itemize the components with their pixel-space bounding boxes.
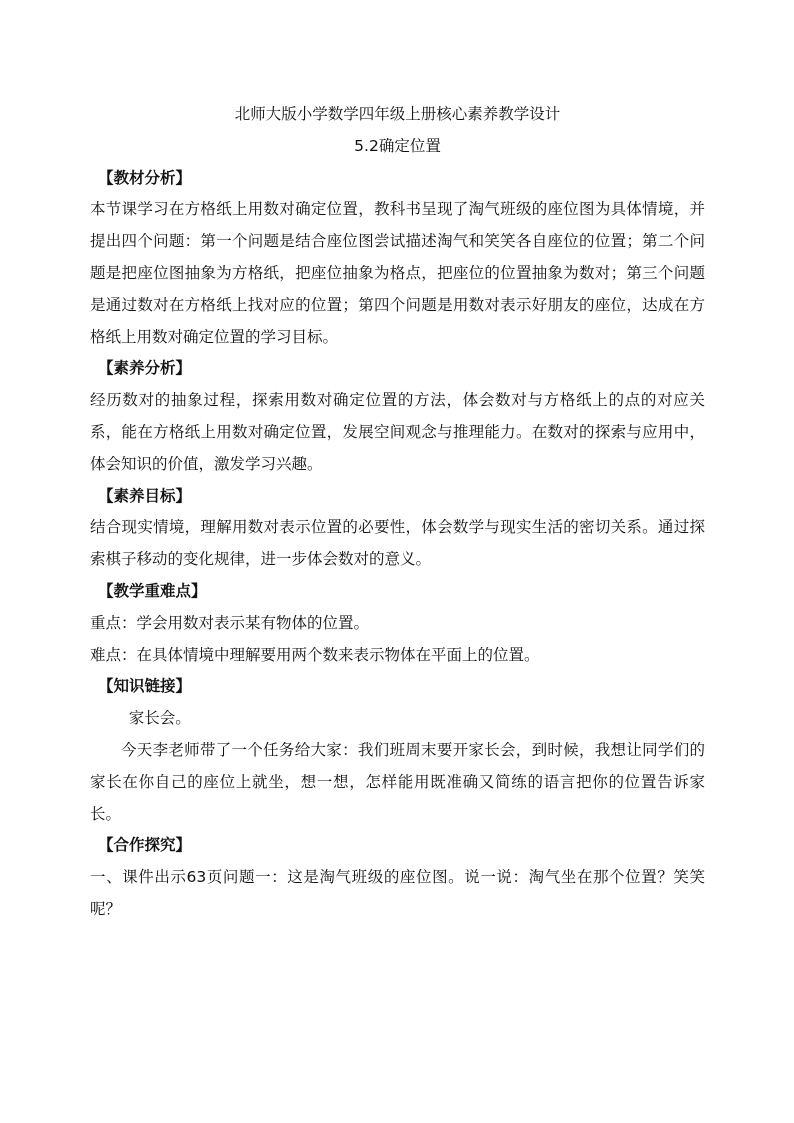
section-key-difficult-points [90, 576, 705, 671]
section-heading: 【教材分析】 [98, 168, 192, 187]
section-paragraph: 今天李老师带了一个任务给大家：我们班周末要开家长会，到时候，我想让同学们的家长在你自己的座位上就坐，想一想，怎样能用既准确又简练的语言把你的位置告诉家长。 [90, 740, 705, 823]
section-heading: 【教学重难点】 [98, 581, 207, 600]
section-heading: 【素养目标】 [98, 486, 192, 505]
document-body [90, 99, 705, 926]
difficult-point-text: 难点：在具体情境中理解要用两个数来表示物体在平面上的位置。 [90, 645, 540, 664]
section-heading: 【素养分析】 [98, 359, 192, 378]
section-paragraph: 经历数对的抽象过程，探索用数对确定位置的方法，体会数对与方格纸上的点的对应关系，能在方格纸上用数对确定位置，发展空间观念与推理能力。在数对的探索与应用中，体会知识的价值，激发学习兴趣。 [90, 391, 705, 473]
section-literacy-goals [90, 481, 705, 576]
section-textbook-analysis [90, 163, 705, 354]
section-paragraph: 家长会。 [128, 709, 191, 728]
section-paragraph: 本节课学习在方格纸上用数对确定位置，教科书呈现了淘气班级的座位图为具体情境，并提出四个问题：第一个问题是结合座位图尝试描述淘气和笑笑各自座位的位置；第二个问题是把座位图抽象为方格纸，把座位抽象为格点，把座位的位置抽象为数对；第三个问题是通过数对在方格纸上找对应的位置；第四个问题是用数对表示好朋友的座位，达成在方格纸上用数对确定位置的学习目标。 [90, 200, 705, 346]
document-subtitle: 5.2确定位置 [354, 136, 441, 155]
section-knowledge-link [90, 671, 705, 830]
section-paragraph: 结合现实情境，理解用数对表示位置的必要性，体会数学与现实生活的密切关系。通过探索棋子移动的变化规律，进一步体会数对的意义。 [90, 518, 705, 569]
document-title: 北师大版小学数学四年级上册核心素养教学设计 [234, 105, 561, 123]
section-heading: 【合作探究】 [98, 836, 192, 855]
section-literacy-analysis [90, 353, 705, 480]
section-cooperative-inquiry [90, 830, 705, 925]
section-heading: 【知识链接】 [98, 677, 192, 696]
section-paragraph: 一、课件出示63页问题一：这是淘气班级的座位图。说一说：淘气坐在那个位置？笑笑呢？ [90, 868, 705, 918]
key-point-text: 重点：学会用数对表示某有物体的位置。 [90, 613, 370, 632]
